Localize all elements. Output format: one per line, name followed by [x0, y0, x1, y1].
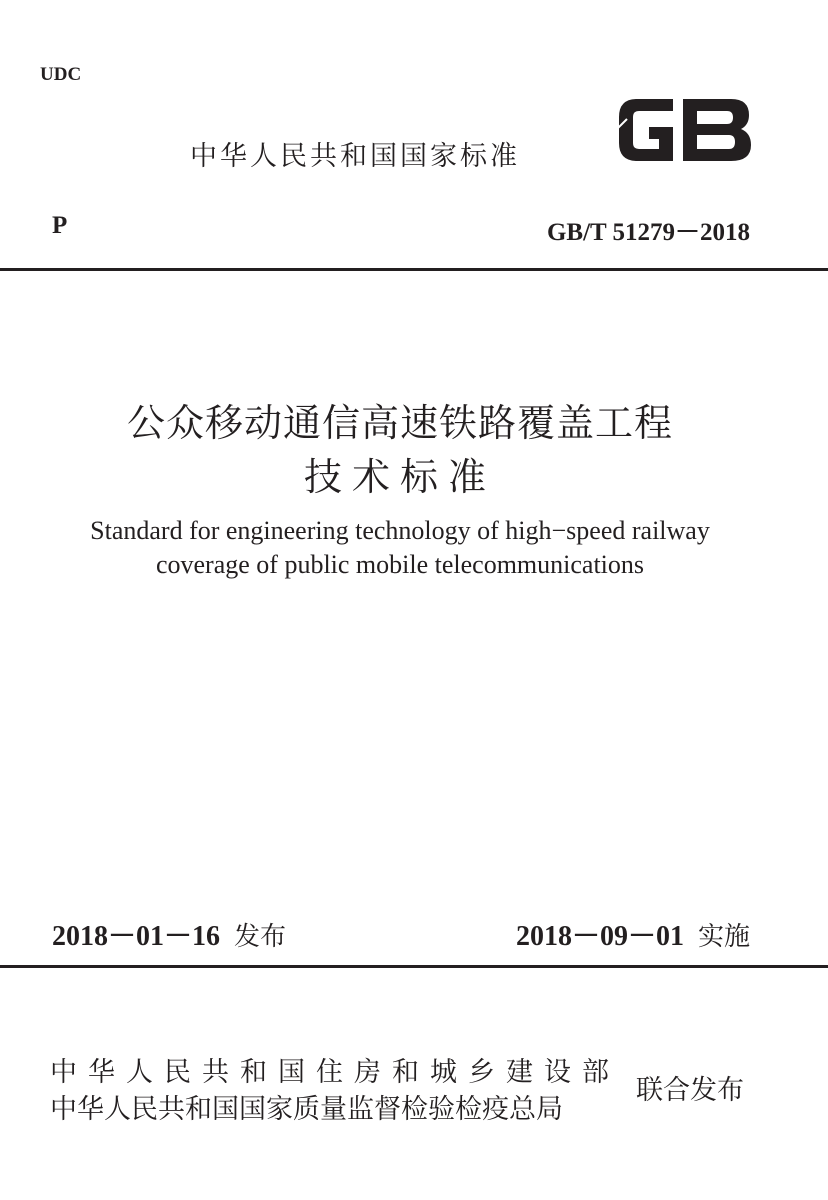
issue-label: 发布: [234, 922, 287, 952]
issue-date: 2018－01－16: [52, 921, 221, 952]
bottom-divider: [0, 965, 828, 968]
title-chinese-line1: 公众移动通信高速铁路覆盖工程: [126, 401, 673, 445]
title-english-line1: Standard for engineering technology of high−speed railway: [90, 516, 710, 545]
joint-issue-label: 联合发布: [636, 1075, 744, 1106]
standard-number: GB/T 51279－2018: [546, 219, 750, 246]
classification-code: P: [52, 212, 68, 239]
implement-date-block: [516, 914, 750, 954]
issuer-ministry-housing: 中华人民共和国住房和城乡建设部: [50, 1057, 620, 1088]
implement-label: 实施: [697, 922, 750, 952]
gb-logo: [613, 93, 753, 172]
title-english-line2: coverage of public mobile telecommunications: [155, 550, 645, 579]
implement-date: 2018－09－01: [515, 921, 684, 952]
issue-date-block: [52, 914, 286, 954]
issuer-aqsiq: 中华人民共和国国家质量监督检验检疫总局: [50, 1094, 563, 1125]
gb-logo-icon: [613, 93, 753, 167]
title-chinese-line2: 技术标准: [303, 455, 496, 499]
national-standard-label: 中华人民共和国国家标准: [190, 141, 520, 172]
udc-label: UDC: [40, 64, 82, 85]
top-divider: [0, 268, 828, 271]
